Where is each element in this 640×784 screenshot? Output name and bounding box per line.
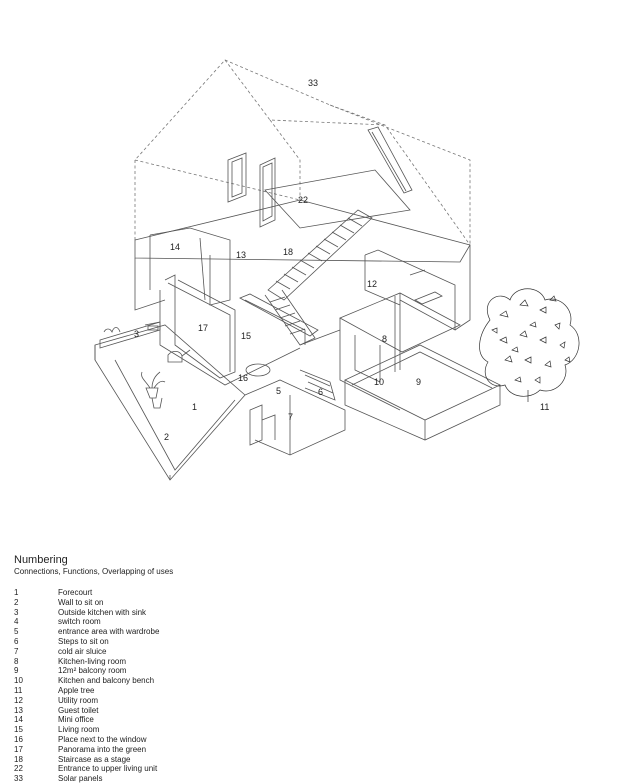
legend-item-number: 7: [14, 646, 19, 656]
legend-item: [14, 755, 414, 765]
legend-item-label: Outside kitchen with sink: [58, 607, 147, 617]
legend-item-label: Panorama into the green: [58, 744, 147, 754]
roof-window: [368, 127, 412, 193]
numbering-legend: [14, 554, 414, 784]
kitchen-living-box: [340, 293, 460, 410]
label-17: 17: [198, 323, 209, 333]
legend-item-number: 4: [14, 617, 19, 627]
legend-item: [14, 588, 414, 598]
legend-item: [14, 627, 414, 637]
legend-item-number: 6: [14, 636, 19, 646]
legend-item: [14, 637, 414, 647]
label-18: 18: [283, 247, 294, 257]
legend-item-label: Kitchen and balcony bench: [58, 676, 155, 686]
legend-item-number: 16: [14, 734, 23, 744]
label-5: 5: [276, 386, 282, 396]
legend-item-label: Kitchen-living room: [58, 656, 127, 666]
living-room-volume: [160, 275, 318, 385]
legend-item-number: 2: [14, 597, 19, 607]
legend-item-label: Staircase as a stage: [58, 754, 131, 764]
legend-item: [14, 715, 414, 725]
roof-outline: [135, 60, 470, 245]
legend-item-number: 12: [14, 695, 23, 705]
label-16: 16: [238, 373, 249, 383]
legend-item: [14, 745, 414, 755]
legend-item-number: 33: [14, 774, 23, 784]
legend-item-label: Steps to sit on: [58, 636, 109, 646]
label-13: 13: [236, 250, 247, 260]
legend-item-label: Utility room: [58, 695, 99, 705]
legend-item-label: Mini office: [58, 715, 94, 725]
legend-item: [14, 696, 414, 706]
legend-item-number: 10: [14, 676, 23, 686]
legend-item: [14, 608, 414, 618]
legend-item-label: switch room: [58, 617, 101, 627]
legend-item-label: Living room: [58, 725, 100, 735]
label-1: 1: [192, 402, 198, 412]
legend-item-number: 1: [14, 588, 19, 597]
legend-item-number: 14: [14, 715, 23, 725]
label-6: 6: [318, 387, 324, 397]
label-3: 3: [134, 329, 140, 339]
legend-item-number: 22: [14, 764, 23, 774]
legend-item-label: Guest toilet: [58, 705, 99, 715]
balcony-room: [345, 345, 500, 440]
garden-props: [104, 328, 190, 409]
label-22: 22: [298, 195, 309, 205]
legend-subtitle: Connections, Functions, Overlapping of uses: [14, 567, 174, 576]
apple-tree: [480, 289, 580, 402]
legend-item-label: Forecourt: [58, 588, 93, 597]
legend-item: [14, 676, 414, 686]
legend-item-number: 3: [14, 607, 19, 617]
legend-item-number: 5: [14, 627, 19, 637]
legend-item-number: 11: [14, 685, 23, 695]
legend-item: [14, 764, 414, 774]
label-33: 33: [308, 78, 319, 88]
label-2: 2: [164, 432, 170, 442]
legend-item: [14, 598, 414, 608]
legend-item-number: 13: [14, 705, 23, 715]
legend-item: [14, 735, 414, 745]
entrance-area: [245, 370, 345, 455]
label-14: 14: [170, 242, 181, 252]
legend-item-number: 8: [14, 656, 19, 666]
legend-list: [14, 588, 414, 784]
legend-item-label: entrance area with wardrobe: [58, 627, 160, 637]
label-10: 10: [374, 377, 385, 387]
office-toilet-block: [150, 228, 230, 305]
staircase: [265, 210, 372, 345]
legend-item-label: Entrance to upper living unit: [58, 764, 158, 774]
legend-item: [14, 647, 414, 657]
legend-item: [14, 666, 414, 676]
legend-item: [14, 686, 414, 696]
legend-item: [14, 774, 414, 784]
legend-item-number: 9: [14, 666, 19, 676]
forecourt-plinth: [95, 322, 245, 480]
legend-item-label: Solar panels: [58, 774, 103, 784]
legend-item: [14, 706, 414, 716]
legend-item-label: Apple tree: [58, 685, 95, 695]
upper-floor-slab: [135, 170, 470, 310]
legend-item: [14, 725, 414, 735]
label-15: 15: [241, 331, 252, 341]
legend-item-label: Place next to the window: [58, 734, 147, 744]
label-9: 9: [416, 377, 422, 387]
label-7: 7: [288, 412, 294, 422]
legend-item-label: 12m² balcony room: [58, 666, 127, 676]
upper-window: [228, 153, 246, 202]
legend-item: [14, 657, 414, 667]
legend-item-number: 18: [14, 754, 23, 764]
legend-item-label: Wall to sit on: [58, 597, 104, 607]
label-8: 8: [382, 334, 388, 344]
legend-title: Numbering: [14, 554, 68, 566]
label-12: 12: [367, 279, 378, 289]
legend-item: [14, 617, 414, 627]
label-11: 11: [540, 402, 550, 412]
legend-item-number: 17: [14, 744, 23, 754]
legend-item-label: cold air sluice: [58, 646, 107, 656]
legend-item-number: 15: [14, 725, 23, 735]
